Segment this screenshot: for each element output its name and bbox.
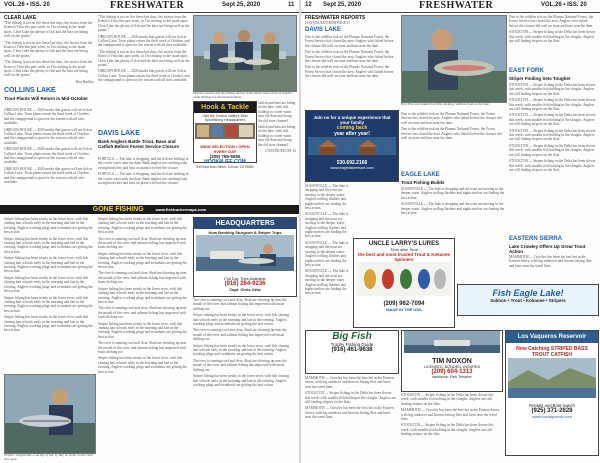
reservoir-graphic (508, 358, 596, 398)
sidebar-text: catfish and bass are biting on the lake, with fish holding in cooler water near the dam and along the old river channel. catfish and bass are biting on the lake, with fish holding in cooler water near the dam and along the old river channel. CONTINUED ON 16 (258, 101, 296, 154)
spinners-graphic (356, 262, 452, 296)
fish-eagle-lake-sub: Salmon • Trout • Kokanee • Stripers (490, 298, 566, 303)
issue-date: Sept 25, 2020 (323, 2, 362, 8)
davis-lake-body: Due to the wildfire risk on the Plumas National Forest, the Forest Service has closed the area. Anglers who fished before the closure did well on trout and bass near the dam. Due to the wildfire risk on the Plumas National Forest, the Forest Service has closed the area. Anglers who fished before the closure did well on trout and bass near the dam. Due to the wildfire risk on the Plumas National Forest, the Forest Service has closed the area. Anglers who fished before the closure did well on trout and bass near the dam. (305, 35, 394, 79)
headquarters-line2: Full Day Trips Available (224, 276, 266, 281)
clear-lake-byline: Dan Buckley (75, 80, 94, 84)
fish-eagle-lake-ad[interactable] (457, 284, 599, 316)
eastern-sierra-body: MAMMOTH — Crowley has been the best bet in the Eastern Sierra, with big rainbows and browns hitting flies and lures near the weed lines. (509, 255, 592, 268)
left-page (0, 0, 299, 463)
gone-fishing-web[interactable]: www.fishtrackermaps.com (155, 207, 207, 212)
tim-noxon-ad[interactable] (401, 330, 503, 392)
tim-noxon-phone: (209) 604-1313 (431, 369, 473, 375)
tim-noxon-name: TIM NOXON (432, 358, 472, 365)
tim-noxon-line: LICENSED, BONDED, INSURED (423, 365, 481, 369)
column2-mid-body: Due to the wildfire risk on the Plumas National Forest, the Forest Service has closed the area. Anglers who fished before the closure did well on trout and bass near the dam. Due to the wildfire risk on the Plumas National Forest, the Forest Service has closed the area. Anglers who fished before the closure did well on trout and bass near the dam. (401, 112, 502, 141)
davis-lake-title: DAVIS LAKE (98, 130, 140, 137)
lower-column1-body: Striper fishing has been steady in the lower river, with fish chasing bait schools early in the morning and late in the evening. Anglers working plugs and swimbaits are getting the best action. Striper fishing has been steady in the lower river, with fish chasing bait schools early in the morning and late in the evening. Anglers working plugs and swimbaits are getting the best action. Striper fishing has been steady in the lower river, with fish chasing bait schools early in the morning and late in the evening. Anglers working plugs and swimbaits are getting the best action. Striper fishing has been steady in the lower river, with fish chasing bait schools early in the morning and late in the evening. Anglers working plugs and swimbaits are getting the best action. Striper fishing has been steady in the lower river, with fish chasing bait schools early in the morning and late in the evening. Anglers working plugs and swimbaits are getting the best action. Striper fishing has been steady in the lower river, with fish chasing bait schools early in the morning and late in the evening. Anglers working plugs and swimbaits are getting the best action. (4, 217, 93, 333)
east-fork-subtitle: Striper Finding Sets Tougher (509, 76, 571, 81)
davis-lake-title: DAVIS LAKE (305, 27, 341, 33)
hook-tackle-line2: WIDE SELECTION • OPEN EVERY DAY (200, 144, 250, 154)
lower-column3-body: The river is running cool and clear. Shad are showing up near the mouth of the river, and salmon fishing has improved with boats drifting roe. Striper fishing has been steady in the lower river, with fish chasing bait schools early in the morning and late in the evening. Anglers working plugs and swimbaits are getting the best action. The river is running cool and clear. Shad are showing up near the mouth of the river, and salmon fishing has improved with boats drifting roe. Striper fishing has been steady in the lower river, with fish chasing bait schools early in the morning and late in the evening. Anglers working plugs and swimbaits are getting the best action. The river is running cool and clear. Shad are showing up near the mouth of the river, and salmon fishing has improved with boats drifting roe. Striper fishing has been steady in the lower river, with fish chasing bait schools early in the morning and late in the evening. Anglers working plugs and swimbaits are getting the best action. (193, 298, 290, 387)
headquarters-boat-graphic (196, 235, 294, 271)
trout-photo (401, 15, 507, 103)
guide-boat-graphic (404, 331, 500, 353)
volume-issue: VOL.26 • ISS. 20 (4, 2, 50, 8)
uncle-larrys-phone: (209) 962-7094 (383, 301, 425, 307)
striper-photo-caption: Stripers will provide a variety of fun, by day or night, on the river this week. (4, 453, 94, 461)
gone-fishing-banner[interactable] (0, 205, 299, 214)
hook-tackle-phone: (209) 795-5555 (209, 154, 241, 159)
resort-ad-line1: Join us for a unique experience that your family (313, 115, 391, 125)
right-page (301, 0, 600, 463)
eagle-lake-body: SUSANVILLE — The lake is dropping and the trout are moving to the deeper water. Anglers trolling flashers and nightcrawlers are finding the best action. SUSANVILLE — The lake is dropping and the trout are moving to the deeper water. Anglers trolling flashers and nightcrawlers are finding the best action. (401, 187, 505, 216)
uncle-larrys-tag2: the best and most trusted Trout & Kokanee Spinners (357, 252, 450, 262)
resort-ad-line2: coming back (336, 125, 368, 131)
fish-eagle-lake-title: Fish Eagle Lake! (492, 288, 564, 298)
los-vaqueros-sub: Now Catching STRIPED BASS TROUT CATFISH (516, 346, 588, 358)
hook-tackle-line1: Visit the Central Valley's Best Sportfishing Headquarters (202, 114, 248, 122)
trout-photo-caption: Nick Eberson landed this fishy-looking rainbow trout on the lake. (401, 102, 490, 106)
tim-noxon-web[interactable]: facebook: Fish Traveler (432, 375, 472, 379)
anglers-photo-caption: Stephen Garcia and his fishing partner from Dixon land a trio of stripers while drifting the Sacramento River. (193, 91, 293, 99)
headquarters-title: HEADQUARTERS (194, 218, 296, 229)
gone-fishing-label: GONE FISHING (92, 206, 144, 213)
collins-lake-subtitle: Trout Plants Will Return in Mid-October (4, 96, 88, 101)
los-vaqueros-web[interactable]: www.losvaqueros.com (532, 414, 572, 419)
los-vaqueros-line: Rentals and Boat launch (529, 403, 575, 408)
eagle-lake-subtitle: Trout Fishing Builds (401, 180, 445, 185)
eastern-sierra-subtitle: Lake Crowley Offers Up Great Trout Action (509, 244, 586, 254)
column2-bottom-body: STOCKTON — Striper fishing in the Delta has been slower this week, with smaller fish holding in the sloughs. Anglers are still finding stripers on the flats. MAMMOTH — Crowley has been the best bet in the Eastern Sierra, with big rainbows and browns hitting flies and lures near the weed lines. STOCKTON — Striper fishing in the Delta has been slower this week, with smaller fish holding in the sloughs. Anglers are still finding stripers on the flats. (401, 393, 501, 437)
column1-bottom-body: MAMMOTH — Crowley has been the best bet in the Eastern Sierra, with big rainbows and browns hitting flies and lures near the weed lines. STOCKTON — Striper fishing in the Delta has been slower this week, with smaller fish holding in the sloughs. Anglers are still finding stripers on the flats. MAMMOTH — Crowley has been the best bet in the Eastern Sierra, with big rainbows and browns hitting flies and lures near the weed lines. (305, 376, 396, 420)
hook-tackle-ad[interactable] (193, 101, 257, 169)
clear-lake-title: CLEAR LAKE (4, 15, 37, 21)
right-page-header (301, 0, 600, 13)
resort-ad-line3: year after year! (334, 131, 370, 137)
resort-ad-web[interactable]: www.eaglelakeresort.com (330, 166, 374, 170)
collins-lake-title: COLLINS LAKE (4, 87, 56, 94)
striper-photo (4, 374, 96, 454)
big-fish-phone: (916) 461-9638 (331, 347, 373, 353)
striper-photo-graphic (5, 375, 95, 453)
uncle-larrys-tag1: Time after Time (390, 247, 418, 252)
headquarters-contact: Capt. Chris Ortiz (229, 287, 261, 292)
page-number: 12 (305, 2, 312, 8)
los-vaqueros-title: Los Vaqueros Reservoir (506, 331, 598, 343)
resort-ad[interactable] (305, 110, 399, 182)
headquarters-ad[interactable] (193, 217, 297, 297)
headquarters-line1: Now Booking Sturgeon & Striper Trips (208, 230, 282, 235)
big-fish-sub: Trophy Fishing Guide (330, 342, 374, 347)
trout-photo-graphic (402, 16, 506, 102)
lower-column2-body: Striper fishing has been steady in the lower river, with fish chasing bait schools early in the morning and late in the evening. Anglers working plugs and swimbaits are getting the best action. The river is running cool and clear. Shad are showing up near the mouth of the river, and salmon fishing has improved with boats drifting roe. Striper fishing has been steady in the lower river, with fish chasing bait schools early in the morning and late in the evening. Anglers working plugs and swimbaits are getting the best action. The river is running cool and clear. Shad are showing up near the mouth of the river, and salmon fishing has improved with boats drifting roe. Striper fishing has been steady in the lower river, with fish chasing bait schools early in the morning and late in the evening. Anglers working plugs and swimbaits are getting the best action. The river is running cool and clear. Shad are showing up near the mouth of the river, and salmon fishing has improved with boats drifting roe. Striper fishing has been steady in the lower river, with fish chasing bait schools early in the morning and late in the evening. Anglers working plugs and swimbaits are getting the best action. The river is running cool and clear. Shad are showing up near the mouth of the river, and salmon fishing has improved with boats drifting roe. Striper fishing has been steady in the lower river, with fish chasing bait schools early in the morning and late in the evening. Anglers working plugs and swimbaits are getting the best action. (98, 217, 187, 374)
uncle-larrys-title: UNCLE LARRY'S LURES (368, 241, 440, 247)
davis-lake-body: PORTOLA — The lake is dropping, and the fish are holding in the cooler water near the dam. Bank anglers are catching trout on nightcrawlers and bass on plastics before the closure. PORTOLA — The lake is dropping, and the fish are holding in the cooler water near the dam. Bank anglers are catching trout on nightcrawlers and bass on plastics before the closure. (98, 157, 189, 186)
clear-lake-body: "The fishing is not on fire these last days, the stories from the Konocti Vista this past week, so I'm sticking to the usual spots. Clear Lake has plenty of fish and the bass are biting well on the points." "The fishing is not on fire these last days, the stories from the Konocti Vista this past week, so I'm sticking to the usual spots. Clear Lake has plenty of fish and the bass are biting well on the points." "The fishing is not on fire these last days, the stories from the Konocti Vista this past week, so I'm sticking to the usual spots. Clear Lake has plenty of fish and the bass are biting well on the points." (4, 21, 93, 78)
column1-lower-body: SUSANVILLE — The lake is dropping and the trout are moving to the deeper water. Anglers trolling flashers and nightcrawlers are finding the best action. SUSANVILLE — The lake is dropping and the trout are moving to the deeper water. Anglers trolling flashers and nightcrawlers are finding the best action. SUSANVILLE — The lake is dropping and the trout are moving to the deeper water. Anglers trolling flashers and nightcrawlers are finding the best action. SUSANVILLE — The lake is dropping and the trout are moving to the deeper water. Anglers trolling flashers and nightcrawlers are finding the best action. (305, 184, 349, 296)
reports-title: FRESHWATER REPORTS (305, 15, 366, 21)
resort-ad-phone: 530.692.2166 (336, 160, 368, 166)
resort-cabins-graphic (308, 137, 396, 155)
east-fork-body: STOCKTON — Striper fishing in the Delta has been slower this week, with smaller fish holding in the sloughs. Anglers are still finding stripers on the flats. STOCKTON — Striper fishing in the Delta has been slower this week, with smaller fish holding in the sloughs. Anglers are still finding stripers on the flats. STOCKTON — Striper fishing in the Delta has been slower this week, with smaller fish holding in the sloughs. Anglers are still finding stripers on the flats. STOCKTON — Striper fishing in the Delta has been slower this week, with smaller fish holding in the sloughs. Anglers are still finding stripers on the flats. STOCKTON — Striper fishing in the Delta has been slower this week, with smaller fish holding in the sloughs. Anglers are still finding stripers on the flats. STOCKTON — Striper fishing in the Delta has been slower this week, with smaller fish holding in the sloughs. Anglers are still finding stripers on the flats. (509, 83, 596, 172)
hook-tackle-brand: Hook & Tackle (194, 102, 256, 113)
big-fish-ad[interactable] (305, 330, 399, 374)
column3-top-body: Due to the wildfire risk on the Plumas National Forest, the Forest Service has closed the area. Anglers who fished before the closure did well on trout and bass near the dam. STOCKTON — Striper fishing in the Delta has been slower this week, with smaller fish holding in the sloughs. Anglers are still finding stripers on the flats. (509, 15, 596, 44)
uncle-larrys-ad[interactable] (353, 238, 455, 328)
issue-date: Sept 25, 2020 (222, 2, 261, 8)
tackle-shelves-graphic (195, 123, 255, 139)
east-fork-title: EAST FORK (509, 68, 544, 74)
anglers-photo (193, 15, 297, 92)
davis-lake-subtitle: Bank Anglers Battle Trout, Bass and Catfish Before Forest Service Closure (98, 139, 180, 149)
los-vaqueros-phone: (925) 371-2628 (531, 408, 573, 414)
column2-body: "The fishing is not on fire these last days, the stories from the Konocti Vista this past week, so I'm sticking to the usual spots. Clear Lake has plenty of fish and the bass are biting well on the points." OREGON HOUSE — 2020 marks that guests will see fish at Collins Lake. Trout plants return the third week of October, and the campground is open for the season with all sites available. "The fishing is not on fire these last days, the stories from the Konocti Vista this past week, so I'm sticking to the usual spots. Clear Lake has plenty of fish and the bass are biting well on the points." OREGON HOUSE — 2020 marks that guests will see fish at Collins Lake. Trout plants return the third week of October, and the campground is open for the season with all sites available. (98, 15, 190, 83)
big-fish-title: Big Fish (332, 331, 372, 342)
los-vaqueros-ad[interactable] (505, 330, 599, 456)
left-page-header (0, 0, 299, 13)
hook-tackle-address: 550 East Main Street, Turlock, CA 95380 (196, 165, 254, 169)
page-number: 11 (288, 2, 295, 8)
anglers-photo-graphic (194, 16, 296, 91)
section-title: FRESHWATER (110, 0, 185, 11)
reports-continued: CONTINUED FROM PAGE 11 (305, 21, 351, 25)
uncle-larrys-made: MADE IN THE USA (386, 307, 422, 312)
collins-lake-body: OREGON HOUSE — 2020 marks that guests will see fish at Collins Lake. Trout plants return the third week of October, and the campground is open for the season with all sites available. OREGON HOUSE — 2020 marks that guests will see fish at Collins Lake. Trout plants return the third week of October, and the campground is open for the season with all sites available. OREGON HOUSE — 2020 marks that guests will see fish at Collins Lake. Trout plants return the third week of October, and the campground is open for the season with all sites available. OREGON HOUSE — 2020 marks that guests will see fish at Collins Lake. Trout plants return the third week of October, and the campground is open for the season with all sites available. (4, 108, 93, 185)
headquarters-phone: (916) 264-9236 (224, 281, 266, 287)
volume-issue: VOL.26 • ISS. 20 (541, 2, 587, 8)
hook-tackle-web[interactable]: HOOK4LIFE.COM (204, 159, 246, 165)
eastern-sierra-title: EASTERN SIERRA (509, 236, 563, 242)
section-title: FRESHWATER (419, 0, 494, 11)
eagle-lake-title: EAGLE LAKE (401, 172, 440, 178)
